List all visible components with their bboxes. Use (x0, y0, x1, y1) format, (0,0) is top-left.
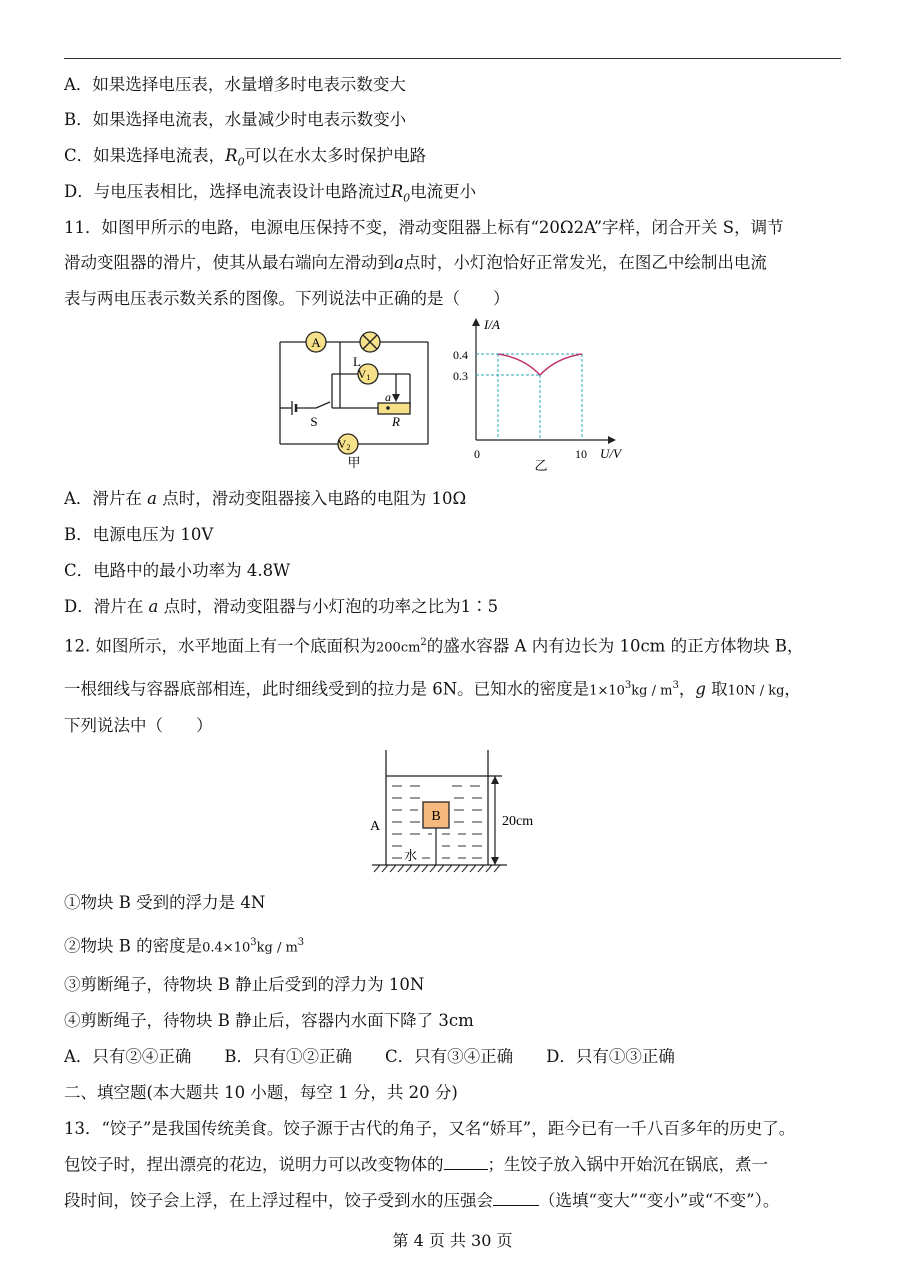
water-label: 水 (404, 848, 418, 863)
q12-stem-line1: 12. 如图所示，水平地面上有一个底面积为$200cm^2$的盛水容器 A 内有边长为 10cm 的正方体物块 B， (64, 636, 804, 656)
slider-arrowhead (392, 394, 400, 402)
graph-ytick-0.4: 0.4 (453, 348, 468, 362)
lamp-label: L (353, 354, 361, 369)
v1-label: V1 (357, 367, 371, 382)
graph-xtick-0: 0 (474, 447, 480, 461)
v2-label: V2 (337, 437, 351, 452)
height-label: 20cm (502, 814, 534, 829)
q12-stem-line2: 一根细线与容器底部相连，此时细线受到的拉力是 6N。已知水的密度是$1\times 10^3kg / m^3$，g 取10N / kg， (64, 679, 801, 699)
q10-option-a: A．如果选择电压表，水量增多时电表示数变大 (64, 75, 406, 94)
graph-xtick-10: 10 (575, 447, 587, 461)
answer-blank-2[interactable] (493, 1191, 539, 1206)
answer-blank-1[interactable] (444, 1155, 488, 1170)
q13-stem-line2: 包饺子时，捏出漂亮的花边，说明力可以改变物体的 ；生饺子放入锅中开始沉在锅底，煮一 (64, 1155, 768, 1174)
circuit-caption: 甲 (347, 455, 361, 470)
graph-ylabel: I/A (484, 317, 500, 332)
current-voltage-graph (440, 312, 640, 474)
water-container-figure (362, 748, 552, 876)
circuit-diagram (270, 322, 440, 472)
header-rule (64, 58, 841, 59)
point-a-label: a (385, 390, 391, 404)
graph-xlabel: U/V (600, 446, 621, 461)
q11-option-c: C．电路中的最小功率为 4.8W (64, 561, 291, 580)
q12-statement-3: ③剪断绳子，待物块 B 静止后受到的浮力为 10N (64, 975, 425, 994)
rheostat-label: R (392, 414, 400, 429)
q12-statement-1: ①物块 B 受到的浮力是 4N (64, 893, 266, 912)
q12-options: A．只有②④正确 B．只有①②正确 C．只有③④正确 D．只有①③正确 (64, 1047, 675, 1066)
q12-statement-2: ②物块 B 的密度是$0.4\times 10^3kg / m^3$ (64, 936, 305, 956)
v2-curve (540, 354, 582, 375)
container-label: A (370, 819, 381, 834)
page-footer: 第 4 页 共 30 页 (392, 1231, 513, 1250)
q10-option-c: C．如果选择电流表，$R_0$可以在水太多时保护电路 (64, 146, 427, 169)
q11-option-a: A．滑片在 a 点时，滑动变阻器接入电路的电阻为 10Ω (64, 489, 467, 508)
q13-stem-line1: 13．“饺子”是我国传统美食。饺子源于古代的角子，又名“娇耳”，距今已有一千八百多年的历史了。 (64, 1119, 796, 1138)
switch-label: S (310, 414, 318, 429)
graph-ytick-0.3: 0.3 (453, 369, 468, 383)
q12-statement-4: ④剪断绳子，待物块 B 静止后，容器内水面下降了 3cm (64, 1011, 474, 1030)
graph-caption: 乙 (534, 458, 548, 473)
q12-stem-line3: 下列说法中（ ） (64, 716, 213, 735)
q10-option-b: B．如果选择电流表，水量减少时电表示数变小 (64, 110, 407, 129)
q11-option-d: D．滑片在 a 点时，滑动变阻器与小灯泡的功率之比为1∶5 (64, 597, 499, 616)
q11-stem-line3: 表与两电压表示数关系的图像。下列说法中正确的是（ ） (64, 289, 510, 308)
q11-stem-line1: 11．如图甲所示的电路，电源电压保持不变，滑动变阻器上标有“20Ω2A”字样，闭合开关 S，调节 (64, 218, 784, 237)
block-label: B (431, 809, 441, 824)
section-2-heading: 二、填空题(本大题共 10 小题，每空 1 分，共 20 分) (64, 1083, 458, 1102)
v1-curve (498, 354, 540, 375)
q11-option-b: B．电源电压为 10V (64, 525, 214, 544)
ammeter-label: A (311, 335, 321, 350)
q10-option-d: D．与电压表相比，选择电流表设计电路流过$R_0$电流更小 (64, 182, 477, 205)
q13-stem-line3: 段时间，饺子会上浮，在上浮过程中，饺子受到水的压强会 （选填“变大”“变小”或“不变”）。 (64, 1191, 780, 1210)
q11-stem-line2: 滑动变阻器的滑片，使其从最右端向左滑动到a点时，小灯泡恰好正常发光，在图乙中绘制出电流 (64, 253, 767, 272)
